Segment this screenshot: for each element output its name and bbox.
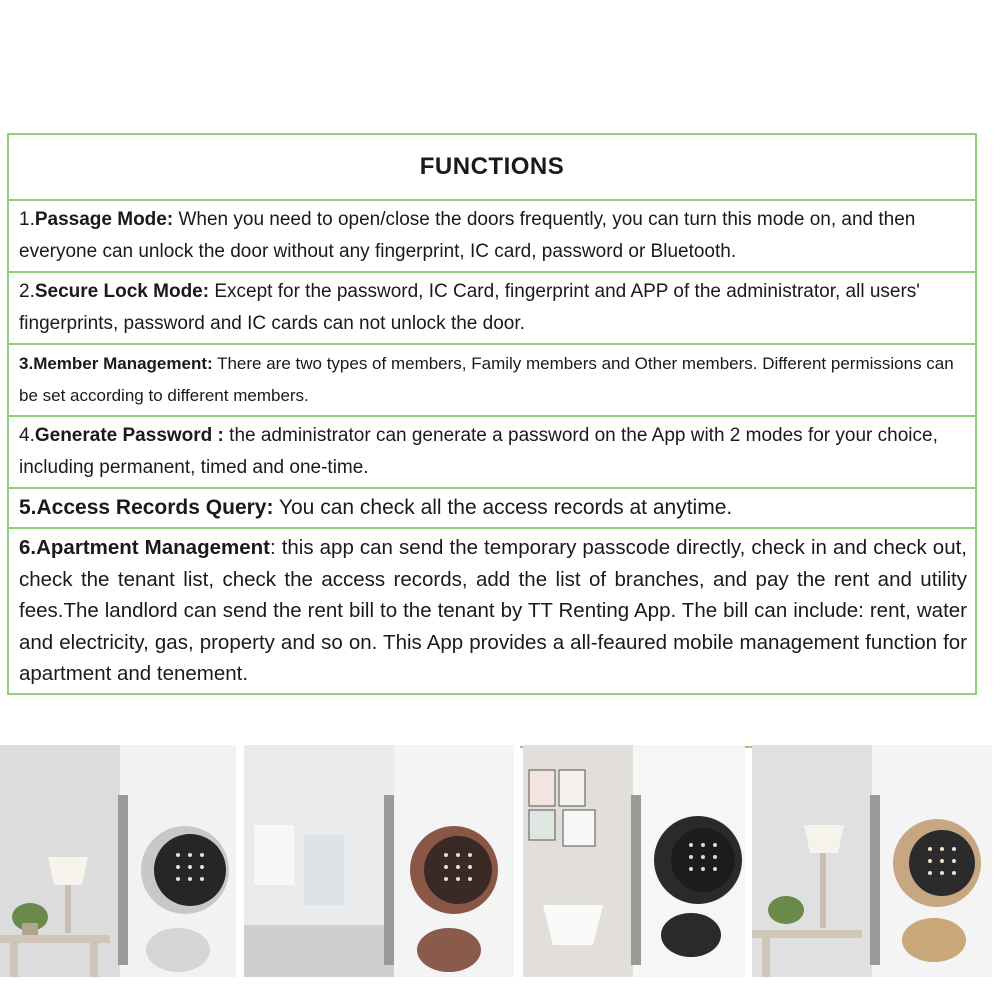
item-heading: Apartment Management <box>36 536 270 559</box>
item-number: 2. <box>19 281 35 302</box>
black-lock-image <box>523 745 745 977</box>
item-text: the administrator can generate a password on the App with 2 modes for your choice, including permanent, timed and one-time. <box>19 425 938 478</box>
product-photo-black <box>523 745 745 977</box>
item-text: Except for the password, IC Card, fingerprint and APP of the administrator, all users' fingerprints, password and IC cards can not unlock the door. <box>19 281 920 334</box>
function-item-apartment-management <box>9 529 975 693</box>
product-photo-strip <box>0 745 1000 980</box>
function-item-passage-mode <box>9 201 975 273</box>
function-item-access-records-query <box>9 489 975 529</box>
function-item-secure-lock-mode <box>9 273 975 345</box>
product-photo-gold <box>752 745 992 977</box>
item-text: When you need to open/close the doors frequently, you can turn this mode on, and then everyone can unlock the door without any fingerprint, IC card, password or Bluetooth. <box>19 209 916 262</box>
function-item-member-management <box>9 345 975 417</box>
functions-title: FUNCTIONS <box>9 135 975 201</box>
item-text: : this app can send the temporary passcode directly, check in and check out, check the tenant list, check the access records, add the list of branches, and pay the rent and utility fees.The landlord can send the rent bill to the tenant by TT Renting App. The bill can include: rent, water and electricity, gas, property and so on. This App provides a all-feaured mobile management function for apartment and tenement. <box>19 536 967 685</box>
item-heading: Member Management: <box>33 354 213 373</box>
item-heading: Passage Mode: <box>34 209 174 230</box>
item-number: 5. <box>19 496 37 519</box>
item-heading: Secure Lock Mode: <box>34 281 210 302</box>
item-heading: Generate Password : <box>34 425 224 446</box>
bronze-lock-image <box>244 745 514 977</box>
functions-table <box>7 133 977 695</box>
product-photo-silver <box>0 745 236 977</box>
silver-lock-image <box>0 745 236 977</box>
item-number: 6. <box>19 536 37 559</box>
gold-lock-image <box>752 745 992 977</box>
item-text: You can check all the access records at anytime. <box>273 496 733 519</box>
function-item-generate-password <box>9 417 975 489</box>
item-text: There are two types of members, Family members and Other members. Different permissions can be set according to different members. <box>19 354 954 405</box>
item-number: 3. <box>19 354 34 373</box>
product-photo-bronze <box>244 745 514 977</box>
item-number: 1. <box>19 209 35 230</box>
item-heading: Access Records Query: <box>36 496 274 519</box>
item-number: 4. <box>19 425 35 446</box>
